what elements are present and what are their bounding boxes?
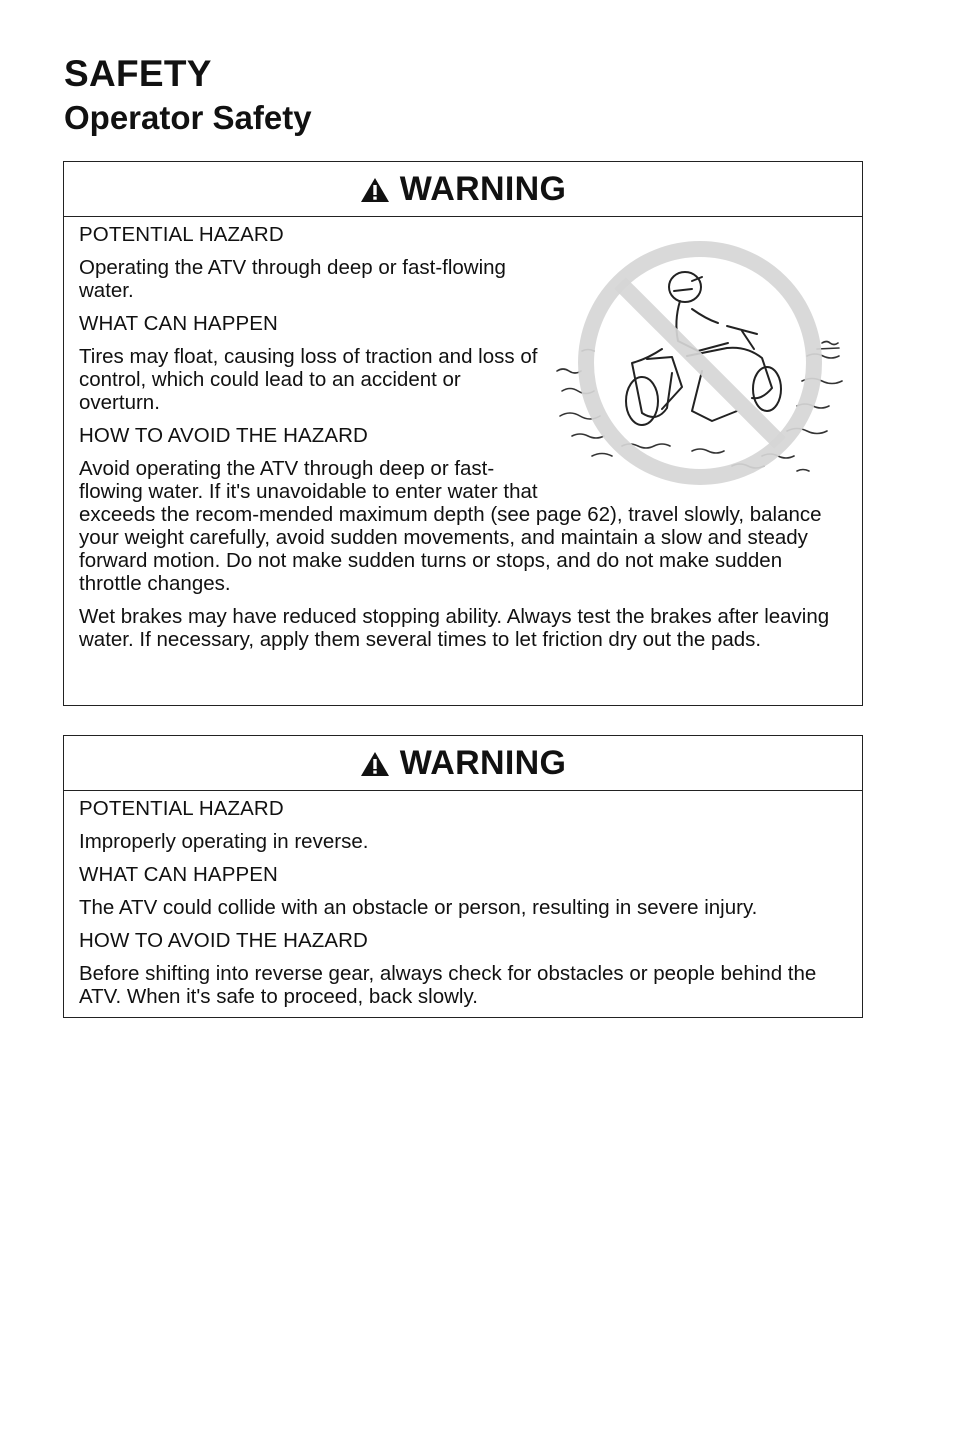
hazard-text: Operating the ATV through deep or fast-flowing water. [79,256,506,302]
warning-box-water [63,161,863,706]
section-title: SAFETY [64,53,212,94]
warning-triangle-icon [360,751,390,777]
warning-box-reverse [63,735,863,1018]
happen-text: Tires may float, causing loss of traction and loss of control, which could lead to an accident or overturn. [79,345,538,414]
warning-header [64,736,862,791]
hazard-text: Improperly operating in reverse. [79,830,369,853]
warning-heading: WARNING [399,169,567,208]
brakes-text: Wet brakes may have reduced stopping ability. Always test the brakes after leaving water. If necessary, apply them several times to let friction dry out the pads. [79,605,830,651]
avoid-label: HOW TO AVOID THE HAZARD [79,424,368,447]
happen-text: The ATV could collide with an obstacle or person, resulting in severe injury. [79,896,758,919]
hazard-label: POTENTIAL HAZARD [79,223,284,246]
subsection-title: Operator Safety [64,99,312,136]
avoid-label: HOW TO AVOID THE HAZARD [79,929,368,952]
warning-body [64,791,862,1008]
happen-label: WHAT CAN HAPPEN [79,312,278,335]
happen-label: WHAT CAN HAPPEN [79,863,278,886]
warning-heading: WARNING [399,743,567,782]
warning-triangle-icon [360,177,390,203]
warning-body [64,217,862,651]
no-atv-in-water-icon [552,231,852,489]
avoid-text: Avoid operating the ATV through deep or fast-flowing water. If it's unavoidable to enter water that exceeds the recom-mended maximum depth (see page 62), travel slowly, balance your weight carefully, avoid sudden movements, and maintain a slow and steady forward motion. Do not make sudden turns or stops, and do not make sudden throttle changes. [79,457,822,595]
avoid-text: Before shifting into reverse gear, always check for obstacles or people behind the ATV. When it's safe to proceed, back slowly. [79,962,817,1008]
hazard-label: POTENTIAL HAZARD [79,797,284,820]
warning-header [64,162,862,217]
